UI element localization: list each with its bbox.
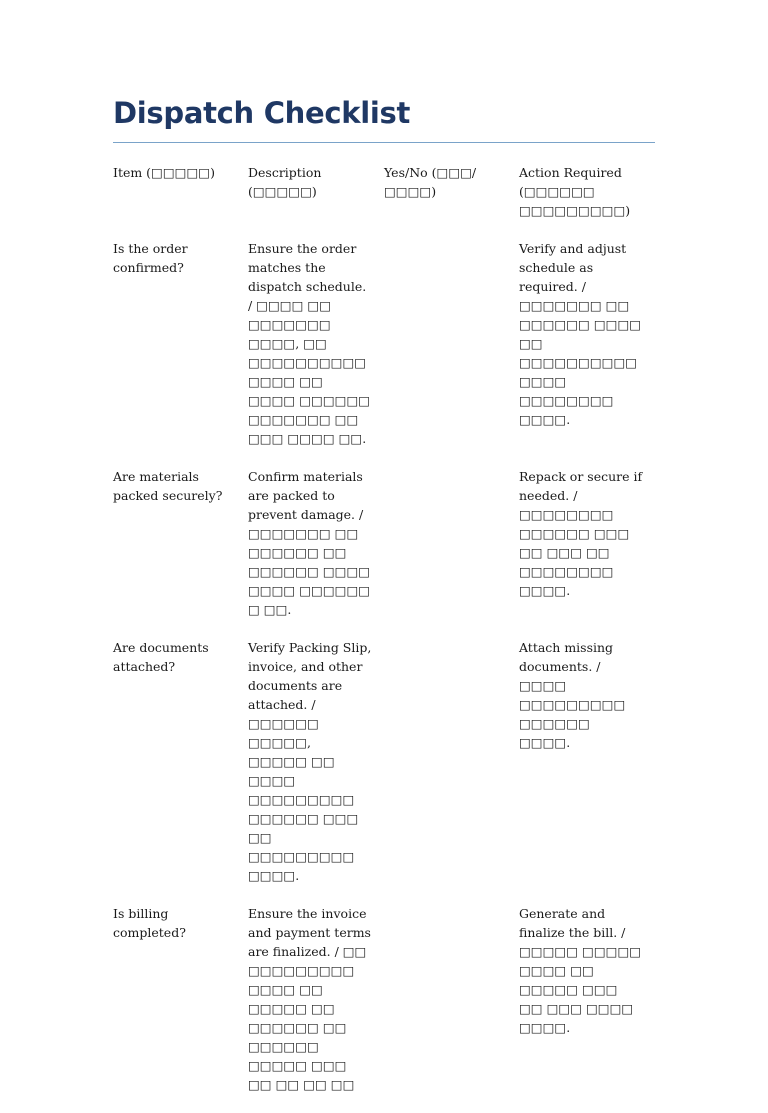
table-row — [113, 638, 655, 885]
header-description: Description (□□□□□) — [248, 165, 322, 199]
table-row — [113, 904, 655, 1094]
header-action-required: Action Required (□□□□□□ □□□□□□□□□) — [519, 165, 631, 218]
row-description: Ensure the invoice and payment terms are finalized. / □□ □□□□□□□□□ □□□□ □□ □□□□□ □□ □□□□□□ □□ □□□□□□ □□□□□ □□□ □□ □□ □□ □□ — [248, 906, 371, 1092]
row-description: Ensure the order matches the dispatch schedule. / □□□□ □□ □□□□□□□ □□□□, □□ □□□□□□□□□□ □□□□ □□ □□□□ □□□□□□ □□□□□□□ □□ □□□ □□□□ □□. — [248, 241, 371, 446]
document-page — [113, 92, 655, 1113]
row-item: Is billing completed? — [113, 906, 186, 940]
row-action-required: Attach missing documents. / □□□□ □□□□□□□□□ □□□□□□ □□□□. — [519, 640, 626, 750]
row-action-required: Repack or secure if needed. / □□□□□□□□ □□□□□□ □□□ □□ □□□ □□ □□□□□□□□ □□□□. — [519, 469, 643, 598]
table-header-row — [113, 163, 655, 220]
table-row — [113, 467, 655, 619]
row-description: Verify Packing Slip, invoice, and other documents are attached. / □□□□□□ □□□□□, □□□□□ □□ □□□□ □□□□□□□□□ □□□□□□ □□□ □□ □□□□□□□□□ □□□□. — [248, 640, 372, 883]
row-description: Confirm materials are packed to prevent damage. / □□□□□□□ □□ □□□□□□ □□ □□□□□□ □□□□ □□□□ □□□□□□ □ □□. — [248, 469, 371, 617]
header-item: Item (□□□□□) — [113, 165, 215, 180]
row-action-required: Verify and adjust schedule as required. / □□□□□□□ □□ □□□□□□ □□□□ □□ □□□□□□□□□□□□□□ □□□□□□□□ □□□□. — [519, 241, 642, 427]
row-action-required: Generate and finalize the bill. / □□□□□ □□□□□ □□□□ □□ □□□□□ □□□ □□ □□□ □□□□ □□□□. — [519, 906, 642, 1035]
title-underline — [113, 142, 655, 143]
table-row — [113, 239, 655, 448]
row-item: Is the order confirmed? — [113, 241, 188, 275]
row-item: Are materials packed securely? — [113, 469, 223, 503]
page-title: Dispatch Checklist — [113, 96, 411, 130]
row-item: Are documents attached? — [113, 640, 209, 674]
header-yes-no: Yes/No (□□□/□□□□) — [384, 165, 477, 199]
